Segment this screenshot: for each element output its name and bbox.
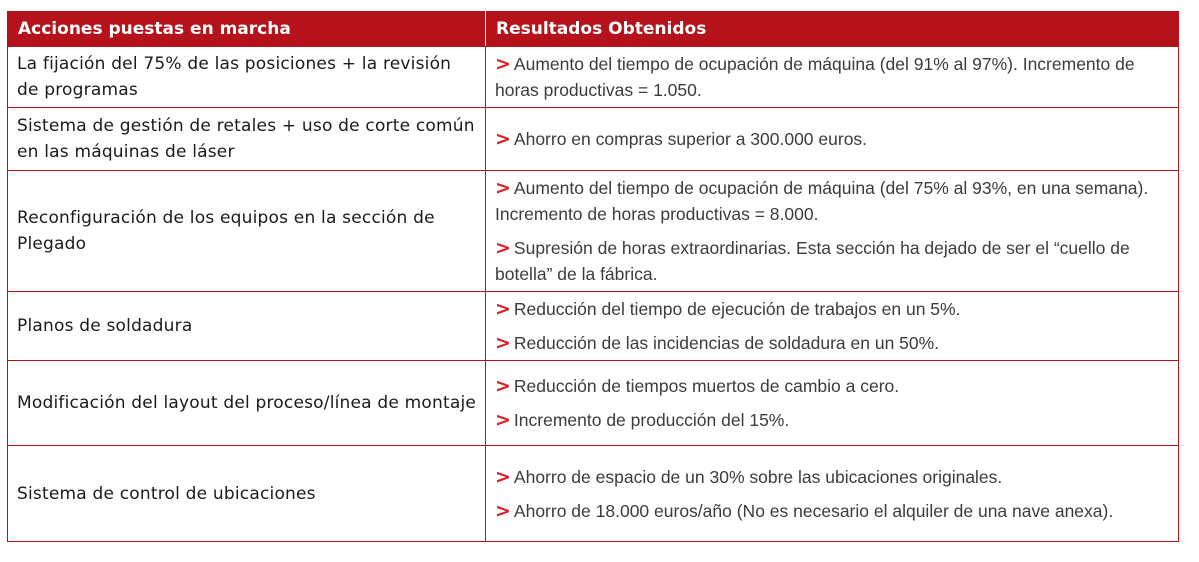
- result-item: [495, 498, 1170, 524]
- actions-results-table: [7, 11, 1179, 542]
- result-text: Supresión de horas extraordinarias. Esta sección ha dejado de ser el “cuello de botella” de la fábrica.: [495, 238, 1130, 284]
- action-cell: Modificación del layout del proceso/línea de montaje: [8, 361, 486, 446]
- action-cell: Sistema de gestión de retales + uso de corte común en las máquinas de láser: [8, 108, 486, 171]
- chevron-right-icon: >: [495, 499, 511, 522]
- chevron-right-icon: >: [495, 465, 511, 488]
- result-text: Reducción de las incidencias de soldadura en un 50%.: [513, 333, 940, 353]
- results-cell: [486, 108, 1179, 171]
- action-cell: Reconfiguración de los equipos en la sección de Plegado: [8, 171, 486, 292]
- action-cell: La fijación del 75% de las posiciones + la revisión de programas: [8, 47, 486, 108]
- chevron-right-icon: >: [495, 332, 511, 354]
- table-row: [8, 446, 1179, 542]
- result-item: [495, 235, 1170, 287]
- header-results: Resultados Obtenidos: [486, 11, 1179, 47]
- result-text: Reducción del tiempo de ejecución de trabajos en un 5%.: [513, 299, 961, 319]
- chevron-right-icon: >: [495, 128, 511, 150]
- chevron-right-icon: >: [495, 409, 511, 431]
- result-item: [495, 51, 1170, 103]
- table-row: [8, 108, 1179, 171]
- chevron-right-icon: >: [495, 298, 511, 320]
- result-text: Ahorro en compras superior a 300.000 euros.: [513, 129, 868, 149]
- table-row: [8, 292, 1179, 361]
- table-row: [8, 47, 1179, 108]
- result-item: [495, 373, 1170, 399]
- result-text: Aumento del tiempo de ocupación de máquina (del 91% al 97%). Incremento de horas productivas = 1.050.: [495, 54, 1135, 100]
- result-item: [495, 296, 1170, 322]
- action-cell: Planos de soldadura: [8, 292, 486, 361]
- result-item: [495, 175, 1170, 227]
- chevron-right-icon: >: [495, 237, 511, 259]
- result-text: Ahorro de espacio de un 30% sobre las ubicaciones originales.: [513, 466, 1003, 487]
- result-text: Incremento de producción del 15%.: [513, 410, 790, 430]
- results-cell: [486, 361, 1179, 446]
- result-text: Ahorro de 18.000 euros/año (No es necesario el alquiler de una nave anexa).: [513, 500, 1114, 521]
- chevron-right-icon: >: [495, 375, 511, 397]
- results-cell: [486, 171, 1179, 292]
- result-text: Reducción de tiempos muertos de cambio a cero.: [513, 376, 900, 396]
- header-actions: Acciones puestas en marcha: [8, 11, 486, 47]
- result-text: Aumento del tiempo de ocupación de máquina (del 75% al 93%, en una semana). Incremento de horas productivas = 8.000.: [495, 178, 1149, 224]
- table-header-row: [8, 11, 1179, 47]
- result-item: [495, 464, 1170, 490]
- results-cell: [486, 47, 1179, 108]
- results-cell: [486, 446, 1179, 542]
- table-row: [8, 361, 1179, 446]
- chevron-right-icon: >: [495, 53, 511, 75]
- chevron-right-icon: >: [495, 177, 511, 199]
- result-item: [495, 407, 1170, 433]
- result-item: [495, 330, 1170, 356]
- table-row: [8, 171, 1179, 292]
- results-cell: [486, 292, 1179, 361]
- result-item: [495, 126, 1170, 152]
- action-cell: Sistema de control de ubicaciones: [8, 446, 486, 542]
